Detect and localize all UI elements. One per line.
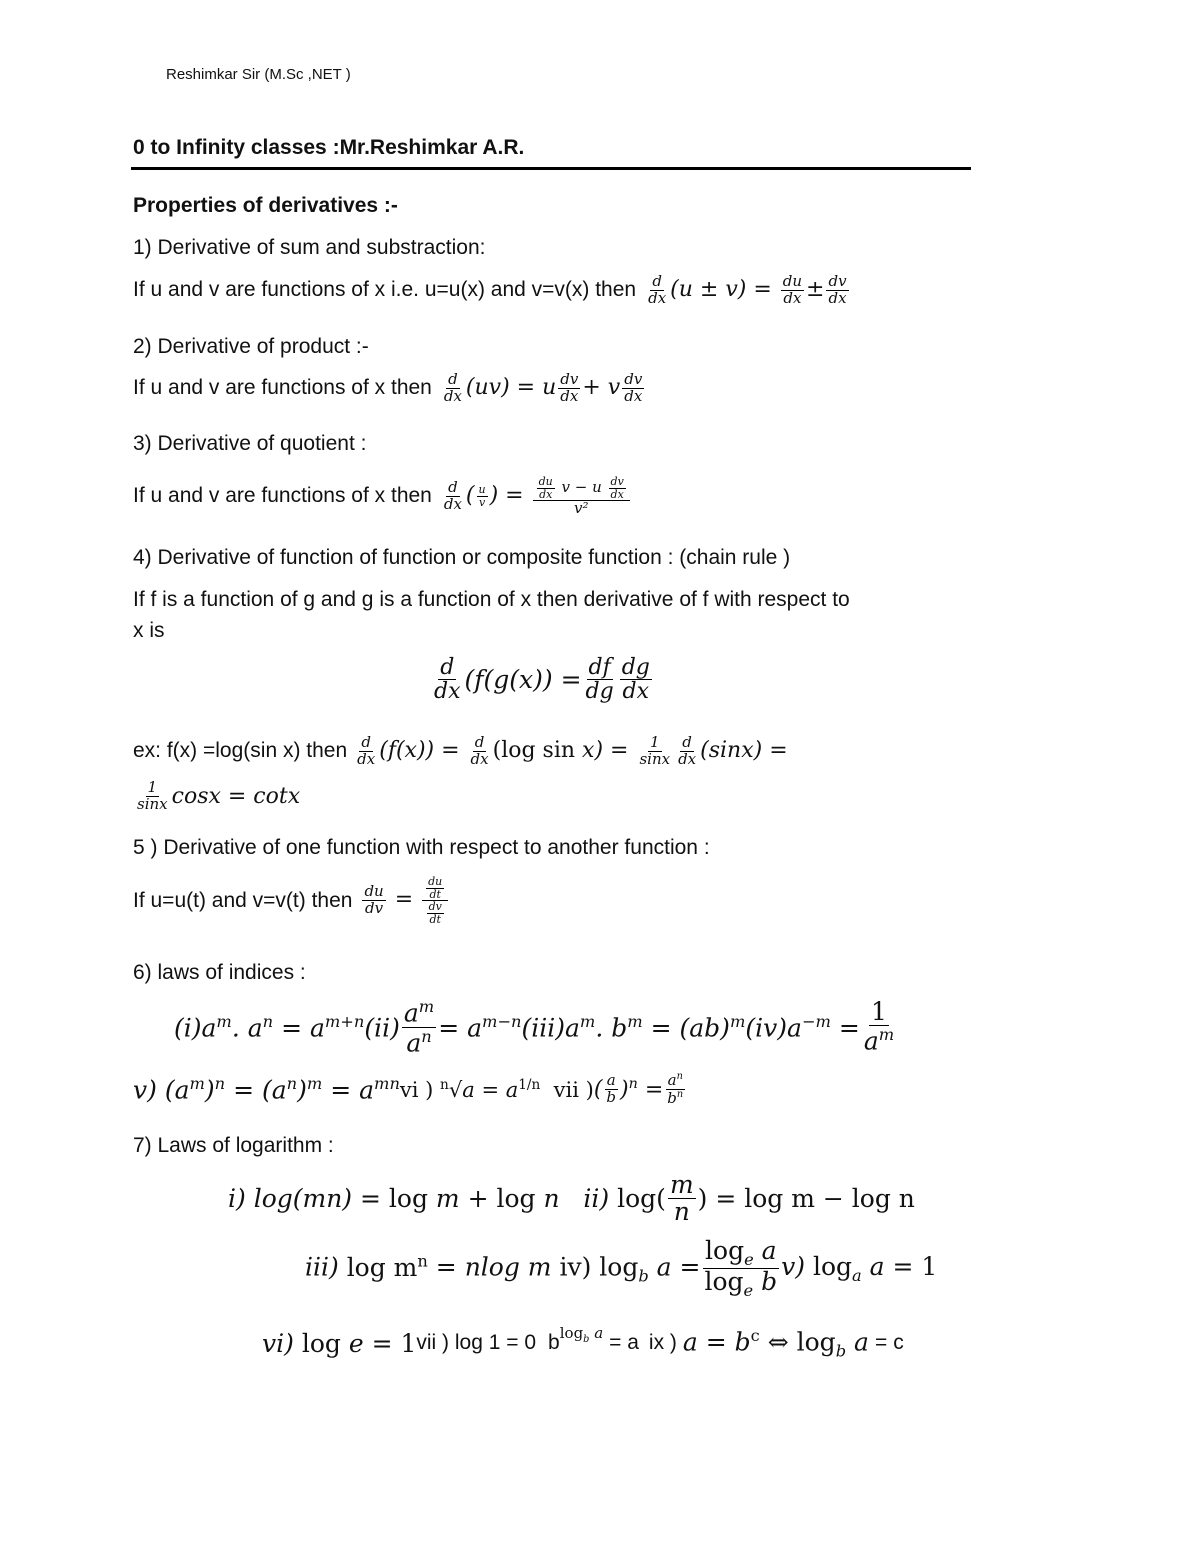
log-laws-row-1: i) log(mn) = log m + log n ii) log( m n ) = log m − log n (228, 1170, 915, 1227)
indices-laws-row-1: $(i)a^m$. $a^n = a^{m+n}(ii)$ $\frac{a^m}{a^n}$ = $a^{m-n}(iii)a^m$. $b^m = (ab)^m(iv)a^{-m}$ = $\frac{1}{a^m}$ (174, 997, 895, 1057)
section-3-formula-line (133, 476, 632, 517)
section-5-text: If u=u(t) and v=v(t) then (133, 888, 353, 912)
section-1-title: 1) Derivative of sum and substraction: (133, 236, 486, 259)
section-3-title: 3) Derivative of quotient : (133, 432, 367, 455)
section-2-title: 2) Derivative of product :- (133, 335, 369, 358)
log-law-vii: vii ) log 1 = 0 (416, 1331, 537, 1355)
log-laws-row-3: vi) log e = 1 vii ) log 1 = 0 b $\log_b a$ = a ix ) $a = b^c$ ⇔ $\log_b a$ = c (262, 1323, 904, 1361)
section-7-title: 7) Laws of logarithm : (133, 1134, 334, 1157)
section-4-text-1: If f is a function of g and g is a function of x then derivative of f with respect to (133, 588, 850, 611)
section-2-formula-line (133, 372, 646, 405)
title-divider (131, 167, 971, 170)
section-4-text-2: x is (133, 619, 165, 642)
section-2-text: If u and v are functions of x then (133, 376, 432, 400)
header-author: Reshimkar Sir (M.Sc ,NET ) (166, 66, 351, 83)
section-1-text: If u and v are functions of x i.e. u=u(x) and v=v(x) then (133, 278, 637, 302)
section-6-title: 6) laws of indices : (133, 961, 306, 984)
section-5-formula-line (133, 876, 450, 925)
product-rule-formula: $\frac{d}{dx}$ (uv) = u $\frac{dv}{dx}$ + v $\frac{dv}{dx}$ (443, 370, 643, 405)
quotient-rule-formula: $\frac{d}{dx}$ ( $\frac{u}{v}$ ) = $\frac{du}{dx}$ v − u $\frac{dv}{dx}$ v² (440, 476, 632, 517)
log-laws-row-2: iii) $\log m^n = nlog$ m iv) $\log_b a$ = $\frac{\log_e a}{\log_e b}$ v) $\log_a a = 1$ (305, 1236, 938, 1301)
section-heading: Properties of derivatives :- (133, 194, 398, 217)
document-title: 0 to Infinity classes :Mr.Reshimkar A.R. (133, 136, 525, 159)
log-law-ix-label: ix ) (648, 1331, 677, 1355)
chain-rule-example-line (133, 735, 788, 768)
indices-laws-row-2: v) $(a^m)^n = (a^n)^m = a^{mn}$ vi ) $^n√a = a^{1/n}$ vii ) ( a b )$^n$ = $\frac{a^n}{b^n}$ (133, 1071, 684, 1107)
log-law-ix-result: c (893, 1331, 904, 1355)
section-1-formula-line (133, 274, 851, 307)
section-5-title: 5 ) Derivative of one function with respect to another function : (133, 836, 710, 859)
chain-rule-example-result: 1 sinx cosx = cotx (137, 778, 301, 813)
chain-rule-formula: d dx (f(g(x)) = $\frac{df}{dg}$ dg dx (434, 655, 650, 705)
log-law-viii-base: b (548, 1331, 560, 1355)
sum-rule-formula: $\frac{d}{dx}$ (u ± v) = $\frac{du}{dx}$ ± $\frac{dv}{dx}$ (648, 272, 847, 307)
section-4-title: 4) Derivative of function of function or composite function : (chain rule ) (133, 546, 791, 569)
chain-rule-example-formula: $\frac{d}{dx}$ (f(x)) = $\frac{d}{dx}$ (log sin x) = $\frac{1}{\sin x}$ $\frac{d}{dx}$ (sinx) = (357, 733, 788, 768)
section-3-text: If u and v are functions of x then (133, 484, 432, 508)
example-prefix: ex: f(x) =log(sin x) then (133, 739, 348, 763)
log-law-viii-rest: = a (609, 1331, 639, 1355)
parametric-derivative-formula: $\frac{du}{dv}$ = $\frac{du}{dt}$ $\frac{dv}{dt}$ (360, 876, 450, 925)
